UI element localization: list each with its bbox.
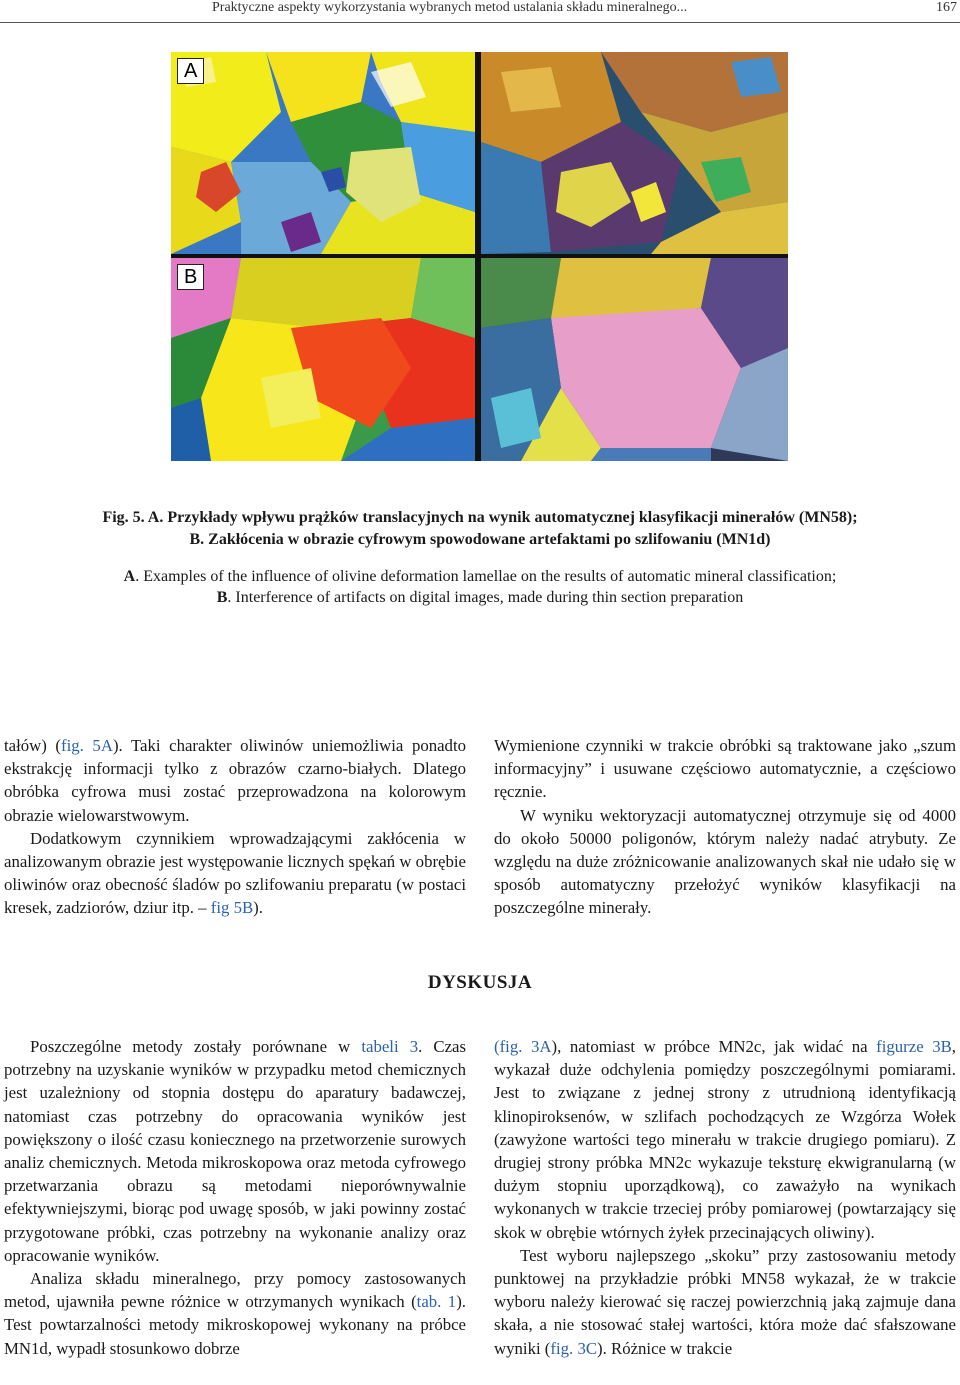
fig-5b-link[interactable]: fig 5B: [210, 898, 254, 918]
paragraph: W wyniku wektoryzacji automatycznej otrzymuje się od 4000 do około 50000 poligonów, którym należy nadać atrybuty. Ze względu na duże zróżnicowanie analizowanych skał nie udało się w sposób automatyczny przełożyć wyników klasyfikacji na poszczególne minerały.: [494, 805, 956, 918]
panel-label-b: B: [177, 264, 204, 290]
caption-pl-line2: B. Zakłócenia w obrazie cyfrowym spowodowane artefaktami po szlifowaniu (MN1d): [189, 531, 771, 548]
caption-pl-line1: Fig. 5. A. Przykłady wpływu prążków translacyjnych na wynik automatycznej klasyfikacji minerałów (MN58);: [102, 509, 858, 526]
body-bottom-right-column: [494, 1035, 956, 1360]
paragraph: (fig. 3A), natomiast w próbce MN2c, jak widać na figurze 3B, wykazał duże odchylenia pomiędzy poszczególnymi pomiarami. Jest to związane z jednej strony z utrudnioną identyfikacją klinopiroksenów, w szlifach pochodzących ze Wzgórza Wołek (zawyżone wartości tego minerału w trakcie drugiego pomiaru). Z drugiej strony próbka MN2c wykazuje teksturę ekwigranularną (w dużym stopniu uporządkową), co zaważyło na wynikach wykonanych w trakcie trzeciej próby pomiarowej (powtarzający się skok w obrębie wtórnych żyłek przecinających oliwiny).: [494, 1037, 956, 1242]
panel-label-a: A: [177, 58, 204, 84]
caption-en-a-label: A: [123, 568, 136, 585]
fig-3c-link[interactable]: fig. 3C: [550, 1338, 598, 1358]
classified-mineral-map-a: [171, 52, 475, 254]
panel-a-micrograph: [481, 52, 788, 254]
classified-mineral-map-b: [171, 258, 475, 461]
running-title: Praktyczne aspekty wykorzystania wybranych metod ustalania składu mineralnego...: [212, 0, 688, 15]
body-top-right-column: [494, 734, 956, 920]
caption-en-b-label: B: [216, 589, 228, 606]
caption-en-text2: . Interference of artifacts on digital images, made during thin section preparation: [227, 589, 744, 606]
caption-en-text1: . Examples of the influence of olivine deformation lamellae on the results of automatic mineral classification;: [135, 568, 837, 585]
header-rule: [0, 22, 960, 23]
body-top-left-column: [4, 734, 466, 920]
figure-5: [171, 52, 788, 461]
panel-b-micrograph: [481, 258, 788, 461]
fig-3a-link[interactable]: (fig. 3A: [494, 1037, 552, 1056]
paragraph: Test wyboru najlepszego „skoku” przy zastosowaniu metody punktowej na przykładzie próbki MN58 wykazał, że w trakcie wyboru należy kierować się raczej powierzchnią jaką zajmuje dana skała, a nie stosować stałej wartości, która może dać sfałszowane wyniki (fig. 3C). Różnice w trakcie: [494, 1245, 956, 1358]
paragraph: tałów) (fig. 5A). Taki charakter oliwinów uniemożliwia ponadto ekstrakcję informacji tylko z obrazów czarno-białych. Dlatego obróbka cyfrowa musi zostać przeprowadzona na kolorowym obrazie wielowarstwowym.: [4, 736, 467, 825]
running-header: [0, 0, 960, 26]
tabeli-3-link[interactable]: tabeli 3: [361, 1037, 419, 1056]
micrograph-b: [481, 258, 788, 461]
tab-1-link[interactable]: tab. 1: [416, 1292, 457, 1312]
micrograph-a: [481, 52, 788, 254]
page-number: 167: [936, 0, 957, 15]
paragraph: Dodatkowym czynnikiem wprowadzającymi zakłócenia w analizowanym obrazie jest występowanie licznych spękań w obrębie oliwinów oraz obecność śladów po szlifowaniu preparatu (w postaci kresek, zadziorów, dziur itp. – fig 5B).: [4, 828, 466, 918]
caption-en-line2: [60, 587, 900, 609]
panel-a-classified: [171, 52, 475, 254]
section-heading: DYSKUSJA: [427, 972, 533, 993]
body-bottom-left-column: [4, 1035, 466, 1360]
panel-b-classified: [171, 258, 475, 461]
figurze-3b-link[interactable]: figurze 3B: [876, 1037, 952, 1056]
caption-en-line1: [60, 566, 900, 588]
paragraph: Poszczególne metody zostały porównane w tabeli 3. Czas potrzebny na uzyskanie wyników w przypadku metod chemicznych jest uzależniony od stopnia dostępu do aparatury badawczej, natomiast czas potrzebny do opracowania wyników jest powiększony o ilość czasu koniecznego na przetworzenie surowych analiz chemicznych. Metoda mikroskopowa oraz metoda cyfrowego przetwarzania obrazu są metodami nieporównywalnie efektywniejszymi, biorąc pod uwagę sposób, w jaki powinny zostać przygotowane próbki, czas potrzebny na wykonanie analizy oraz opracowanie wyników.: [4, 1037, 466, 1265]
paragraph: Wymienione czynniki w trakcie obróbki są traktowane jako „szum informacyjny” i usuwane częściowo automatycznie, a częściowo ręcznie.: [494, 736, 956, 802]
paragraph: Analiza składu mineralnego, przy pomocy zastosowanych metod, ujawniła pewne różnice w otrzymanych wynikach (tab. 1). Test powtarzalności metody mikroskopowej wykonany na próbce MN1d, wypadł stosunkowo dobrze: [4, 1269, 466, 1358]
fig-5a-link[interactable]: fig. 5A: [61, 736, 113, 755]
